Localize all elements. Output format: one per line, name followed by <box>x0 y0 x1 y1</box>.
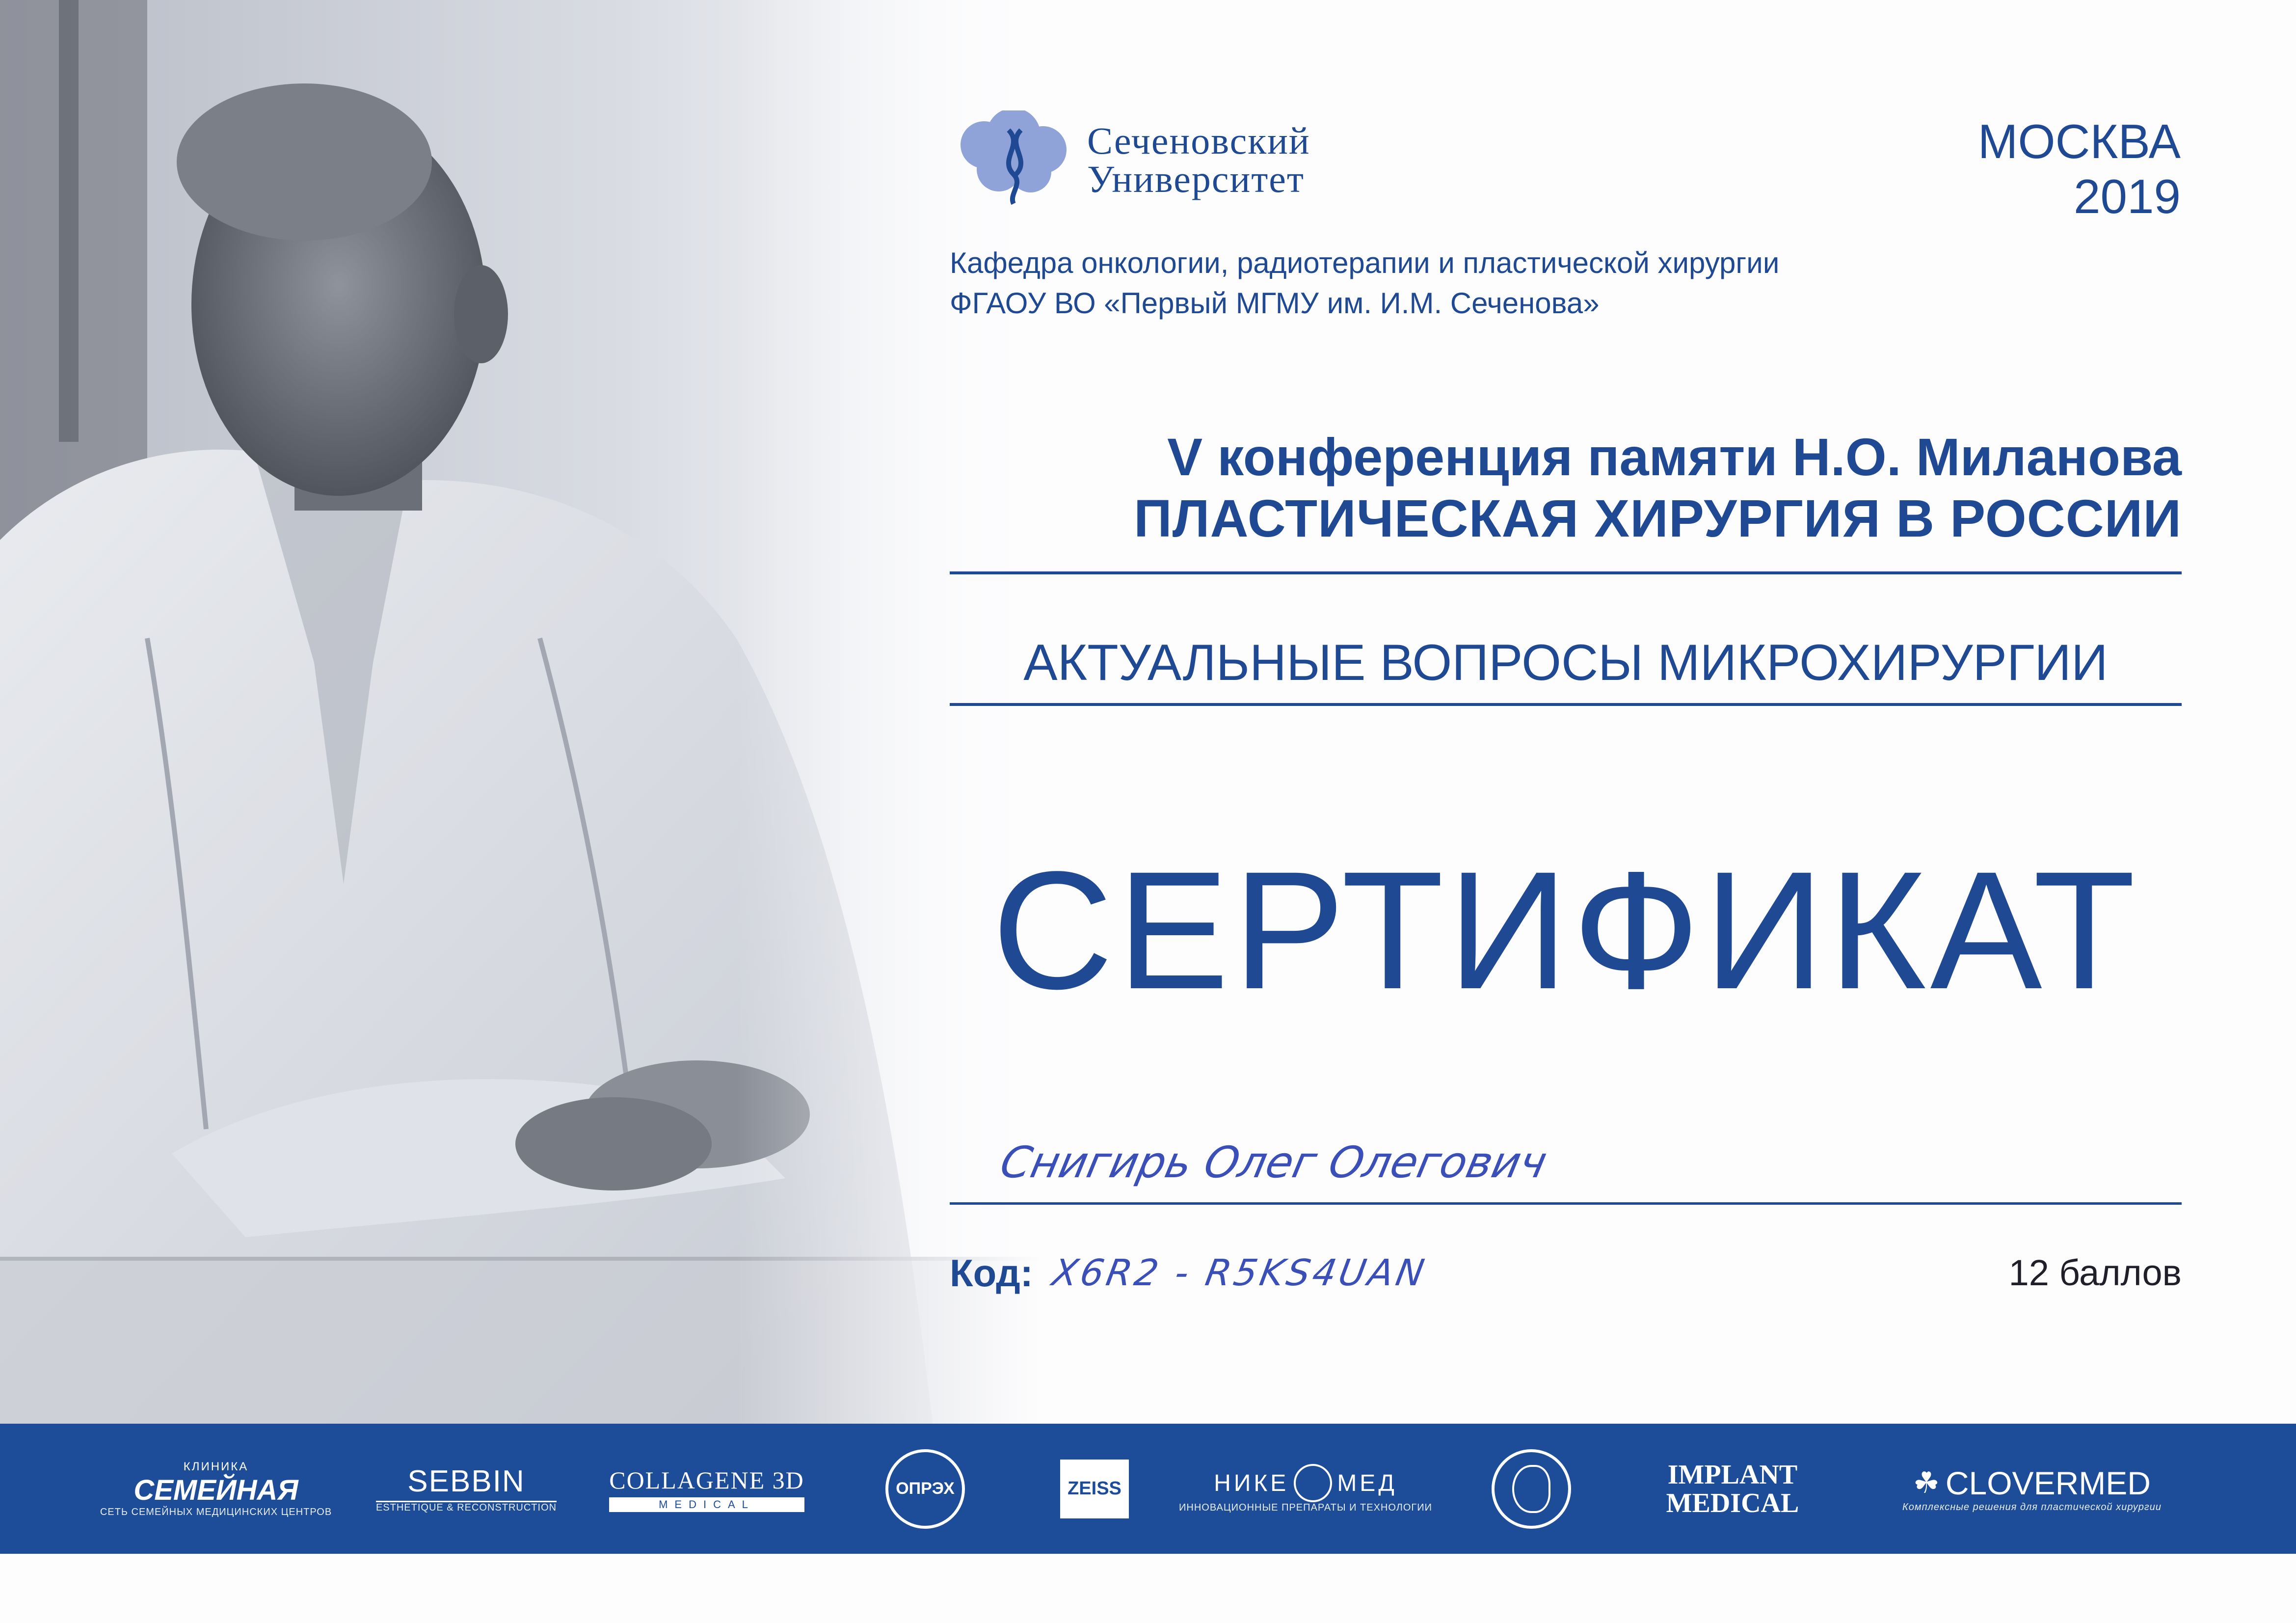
sponsor-zeiss-name: ZEISS <box>1068 1478 1121 1499</box>
department-block <box>950 243 1779 324</box>
sponsor-collagene <box>604 1424 810 1554</box>
city: МОСКВА <box>1977 114 2181 168</box>
sponsor-clovermed-tagline: Комплексные решения для пластической хирургии <box>1902 1502 2162 1513</box>
sponsor-nikemed-name: НИКЕ <box>1214 1470 1289 1496</box>
sponsor-nikemed-suffix: МЕД <box>1337 1470 1397 1496</box>
signature-line <box>950 1202 2182 1205</box>
conference-title: V конференция памяти Н.О. Миланова <box>1167 427 2182 487</box>
sponsor-society-seal <box>1477 1424 1585 1554</box>
conference-topic: АКТУАЛЬНЫЕ ВОПРОСЫ МИКРОХИРУРГИИ <box>1023 634 2108 691</box>
sponsor-nikemed <box>1179 1424 1432 1554</box>
conference-subtitle: ПЛАСТИЧЕСКАЯ ХИРУРГИЯ В РОССИИ <box>1134 488 2182 548</box>
year: 2019 <box>2073 169 2181 223</box>
tree-dna-icon <box>950 110 1077 209</box>
zeiss-logo-icon <box>1060 1460 1129 1518</box>
certificate-title: СЕРТИФИКАТ <box>992 837 2139 1024</box>
university-name <box>1087 119 1310 200</box>
sponsor-sebbin-name: SEBBIN <box>376 1464 557 1502</box>
sponsor-implant-medical <box>1639 1424 1826 1554</box>
sponsor-oprekh <box>874 1424 977 1554</box>
sponsor-semeynaya <box>100 1424 332 1554</box>
sponsor-implant-suffix: MEDICAL <box>1666 1488 1799 1518</box>
sponsor-strip <box>0 1424 2296 1554</box>
sponsor-clovermed <box>1875 1424 2189 1554</box>
university-name-line1: Сеченовский <box>1087 119 1310 162</box>
department-line1: Кафедра онкологии, радиотерапии и пластической хирургии <box>950 246 1780 279</box>
sponsor-sebbin <box>375 1424 557 1554</box>
sponsor-clovermed-name: CLOVERMED <box>1945 1465 2151 1501</box>
sponsor-collagene-tagline: MEDICAL <box>609 1497 804 1512</box>
sponsor-implant-name: IMPLANT <box>1667 1459 1798 1490</box>
divider <box>950 571 2182 574</box>
code-label: Код: <box>950 1251 1033 1295</box>
recipient-name: Снигирь Олег Олегович <box>996 1137 1551 1188</box>
university-name-line2: Университет <box>1087 158 1305 200</box>
conference-block <box>950 426 2182 549</box>
globe-icon <box>1294 1464 1332 1502</box>
sponsor-semeynaya-prefix: КЛИНИКА <box>183 1460 249 1473</box>
code-value: X6R2 - R5KS4UAN <box>1049 1252 1430 1294</box>
department-line2: ФГАОУ ВО «Первый МГМУ им. И.М. Сеченова» <box>950 287 1600 320</box>
clover-icon: ☘ <box>1913 1466 1940 1499</box>
sponsor-sebbin-tagline: ESTHETIQUE & RECONSTRUCTION <box>375 1502 557 1513</box>
divider <box>950 703 2182 706</box>
sponsor-zeiss <box>1041 1424 1148 1554</box>
oprekh-seal-icon <box>885 1449 965 1529</box>
sponsor-oprekh-name: ОПРЭХ <box>896 1479 955 1498</box>
profile-seal-icon <box>1492 1449 1571 1529</box>
location-block <box>1978 114 2181 224</box>
sponsor-semeynaya-tagline: СЕТЬ СЕМЕЙНЫХ МЕДИЦИНСКИХ ЦЕНТРОВ <box>100 1506 332 1517</box>
sponsor-semeynaya-name: СЕМЕЙНАЯ <box>133 1474 298 1506</box>
portrait-photo <box>0 0 1041 1424</box>
sponsor-nikemed-tagline: ИННОВАЦИОННЫЕ ПРЕПАРАТЫ И ТЕХНОЛОГИИ <box>1179 1502 1432 1513</box>
sponsor-collagene-name: COLLAGENE 3D <box>609 1466 804 1494</box>
points-value: 12 баллов <box>2008 1252 2182 1293</box>
